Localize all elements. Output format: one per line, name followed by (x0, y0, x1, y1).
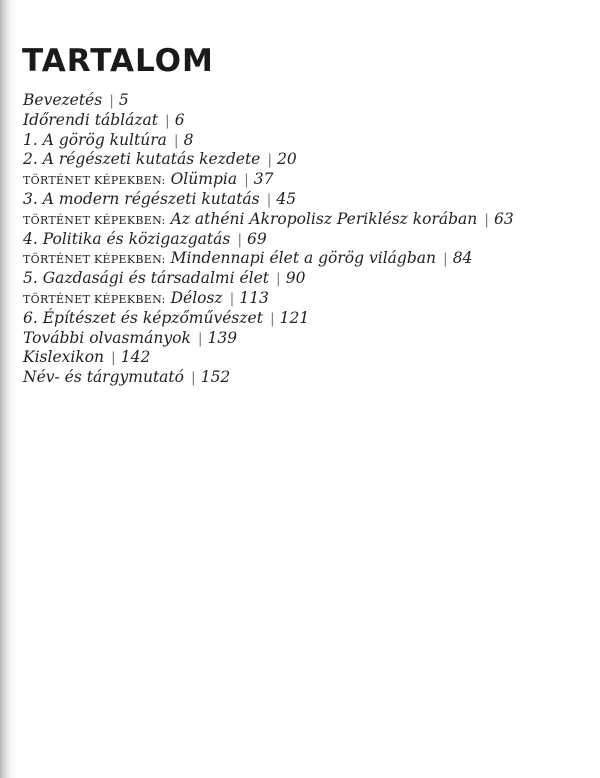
toc-entry-page-number: 113 (239, 288, 269, 307)
toc-entry-page-number: 5 (118, 91, 129, 109)
toc-entry-page-number: 84 (452, 249, 473, 268)
toc-entry-label: 5. Gazdasági és társadalmi élet (23, 269, 270, 288)
toc-entry (23, 170, 514, 190)
toc-entry-label: 1. A görög kultúra (23, 130, 167, 149)
toc-entry-label: Kislexikon (23, 348, 105, 367)
toc-entry (23, 111, 514, 131)
toc-separator: | (190, 370, 196, 387)
toc-entry-page-number: 142 (120, 348, 151, 367)
toc-entry-page-number: 139 (207, 328, 238, 347)
toc-entry (23, 131, 514, 151)
toc-entry-page-number: 8 (183, 130, 194, 149)
toc-entry-label: Az athéni Akropolisz Periklész korában (170, 209, 478, 228)
toc-entry-label: Mindennapi élet a görög világban (170, 249, 436, 268)
toc-entry-page-number: 37 (253, 170, 274, 189)
toc-entry (23, 150, 514, 170)
toc-separator: | (267, 152, 273, 169)
toc-entry-page-number: 90 (285, 269, 306, 288)
toc-entry-page-number: 45 (276, 189, 297, 208)
toc-entry-prefix: TÖRTÉNET KÉPEKBEN: (23, 174, 166, 188)
toc-entry (23, 210, 514, 230)
toc-separator: | (244, 172, 249, 189)
toc-separator: | (442, 251, 448, 268)
toc-separator: | (266, 191, 272, 208)
toc-entry (23, 91, 514, 111)
toc-separator: | (229, 290, 235, 307)
toc-entry-label: Olümpia (170, 170, 238, 189)
toc-entry-page-number: 63 (494, 209, 514, 228)
toc-entry (23, 190, 514, 210)
toc-entry-page-number: 6 (174, 110, 185, 129)
toc-entry-label: 3. A modern régészeti kutatás (23, 189, 260, 208)
toc-entry (23, 289, 514, 309)
toc-entry-label: 2. A régészeti kutatás kezdete (23, 150, 261, 169)
toc-entry-prefix: TÖRTÉNET KÉPEKBEN: (23, 292, 166, 306)
toc-separator: | (484, 211, 489, 228)
toc-separator: | (269, 310, 275, 327)
toc-separator: | (197, 330, 203, 347)
toc-entry-label: Név- és tárgymutató (23, 368, 184, 387)
toc-separator: | (276, 271, 281, 288)
toc-entry-label: 4. Politika és közigazgatás (23, 229, 231, 248)
toc-entry-prefix: TÖRTÉNET KÉPEKBEN: (23, 213, 166, 227)
toc-separator: | (237, 231, 243, 248)
toc-entry (23, 368, 514, 388)
toc-entry (23, 230, 514, 250)
toc-entry-label: További olvasmányok (23, 328, 191, 347)
toc-entry-label: Bevezetés (23, 91, 103, 109)
toc-entry (23, 269, 514, 289)
page-title: TARTALOM (22, 43, 214, 79)
toc-separator: | (164, 112, 170, 129)
toc-entry (23, 329, 514, 349)
toc-entry (23, 249, 514, 269)
toc-entry-page-number: 20 (277, 150, 297, 169)
table-of-contents (23, 91, 514, 388)
toc-separator: | (109, 93, 114, 109)
toc-separator: | (111, 350, 116, 367)
toc-entry-page-number: 152 (200, 368, 231, 387)
toc-entry-page-number: 69 (247, 229, 267, 248)
toc-entry-prefix: TÖRTÉNET KÉPEKBEN: (23, 253, 166, 267)
toc-entry (23, 309, 514, 329)
toc-separator: | (173, 132, 179, 149)
toc-entry (23, 348, 514, 368)
toc-entry-label: Időrendi táblázat (23, 110, 158, 129)
toc-entry-label: Délosz (170, 288, 223, 307)
toc-entry-page-number: 121 (279, 308, 310, 327)
toc-entry-label: 6. Építészet és képzőművészet (23, 308, 263, 327)
